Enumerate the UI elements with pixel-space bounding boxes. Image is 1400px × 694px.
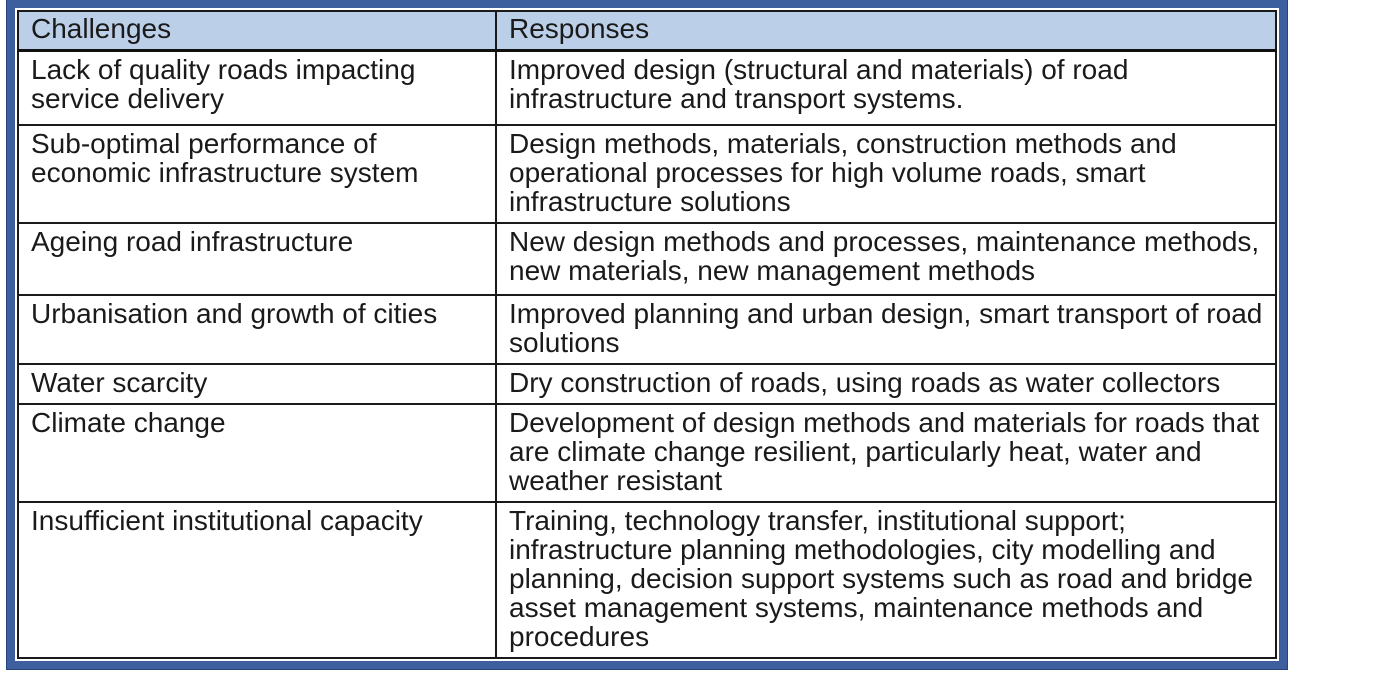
table-header-row (18, 11, 1276, 51)
challenges-responses-table-frame (7, 0, 1287, 669)
response-cell: New design methods and processes, maintenance methods, new materials, new management methods (496, 223, 1276, 295)
table-row (18, 295, 1276, 364)
table-row (18, 51, 1276, 125)
challenges-responses-table (17, 10, 1277, 659)
challenge-cell: Water scarcity (18, 364, 496, 404)
challenge-cell: Urbanisation and growth of cities (18, 295, 496, 364)
table-row (18, 223, 1276, 295)
response-cell: Improved design (structural and materials) of road infrastructure and transport systems. (496, 51, 1276, 125)
response-cell: Design methods, materials, construction methods and operational processes for high volume roads, smart infrastructure solutions (496, 125, 1276, 223)
header-cell-challenges: Challenges (18, 11, 496, 51)
challenge-cell: Ageing road infrastructure (18, 223, 496, 295)
challenge-cell: Sub-optimal performance of economic infrastructure system (18, 125, 496, 223)
table-row (18, 364, 1276, 404)
response-cell: Training, technology transfer, institutional support; infrastructure planning methodologies, city modelling and planning, decision support systems such as road and bridge asset management systems, maintenance methods and procedures (496, 502, 1276, 658)
table-row (18, 125, 1276, 223)
header-cell-responses: Responses (496, 11, 1276, 51)
challenge-cell: Lack of quality roads impacting service delivery (18, 51, 496, 125)
table-row (18, 502, 1276, 658)
challenge-cell: Insufficient institutional capacity (18, 502, 496, 658)
challenge-cell: Climate change (18, 404, 496, 502)
response-cell: Development of design methods and materials for roads that are climate change resilient, particularly heat, water and weather resistant (496, 404, 1276, 502)
table-row (18, 404, 1276, 502)
response-cell: Dry construction of roads, using roads as water collectors (496, 364, 1276, 404)
response-cell: Improved planning and urban design, smart transport of road solutions (496, 295, 1276, 364)
